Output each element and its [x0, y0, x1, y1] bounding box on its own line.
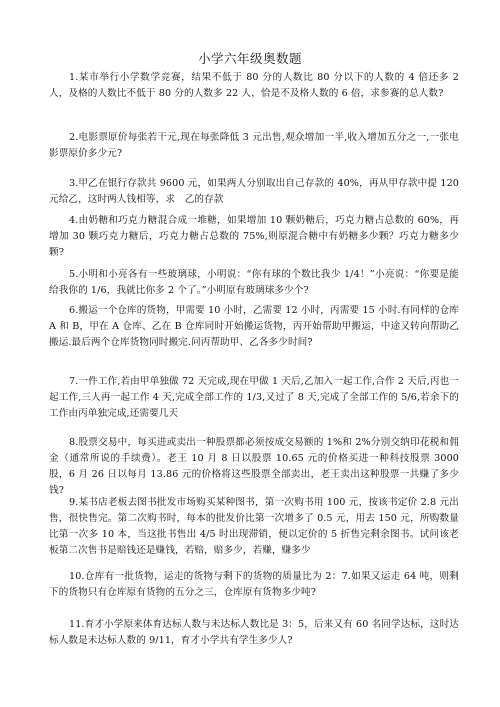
problem-7: 7.一件工作,若由甲单独做 72 天完成,现在甲做 1 天后,乙加入一起工作,合作 2 天后,丙也一起工作,三人再一起工作 4 天,完成全部工作的 1/3,又过了 8 天,完成了全部工作的 5/6,若余下的工作由丙单独完成,还需要几天	[49, 376, 459, 419]
problem-4: 4.由奶糖和巧克力糖混合成一堆糖，如果增加 10 颗奶糖后，巧克力糖占总数的 60%，再增加 30 颗巧克力糖后，巧克力糖占总数的 75%,则原混合糖中有奶糖多少颗？巧克力糖多少颗?	[49, 215, 459, 258]
problem-11: 11.育才小学原来体育达标人数与未达标人数比是 3：5，后来又有 60 名同学达标，这时达标人数是未达标人数的 9/11，育才小学共有学生多少人?	[49, 619, 459, 646]
page-title: 小学六年级奥数题	[197, 51, 302, 66]
problem-1: 1.某市举行小学数学竞赛，结果不低于 80 分的人数比 80 分以下的人数的 4 倍还多 2 人，及格的人数比不低于 80 分的人数多 22 人，恰是不及格人数的 6 倍，求参赛的总人数?	[49, 72, 459, 99]
problem-6: 6.搬运一个仓库的货物，甲需要 10 小时，乙需要 12 小时，丙需要 15 小时.有同样的仓库 A 和 B，甲在 A 仓库、乙在 B 仓库同时开始搬运货物，丙开始帮助甲搬运，中途又转向帮助乙搬运.最后两个仓库货物同时搬完.问丙帮助甲、乙各多少时间?	[49, 305, 459, 348]
problem-9: 9.某书店老板去图书批发市场购买某种图书，第一次购书用 100 元，按该书定价 2.8 元出售，很快售完。第二次购书时，每本的批发价比第一次增多了 0.5 元，用去 150 元，所购数量比第一次多 10 本，当这批书售出 4/5 时出现滞销，便以定价的 5 折售完剩余图书。试问该老板第二次售书是赔钱还是赚钱，若赔，赔多少，若赚，赚多少	[49, 497, 459, 556]
problem-8: 8.股票交易中，每买进或卖出一种股票都必须按成交易额的 1%和 2%分别交纳印花税和佣金（通常所说的手续费）。老王 10 月 8 日以股票 10.65 元的价格买进一种科技股票 3000 股，6 月 26 日以每月 13.86 元的价格将这些股票全部卖出，老王卖出这种股票一共赚了多少钱?	[49, 437, 459, 496]
problem-2: 2.电影票原价每张若干元,现在每张降低 3 元出售,观众增加一半,收入增加五分之一,一张电影票原价多少元?	[49, 132, 459, 159]
problem-5: 5.小明和小亮各有一些玻璃球，小明说：“你有球的个数比我少 1/4！”小亮说：“你要是能给我你的 1/6，我就比你多 2 个了。”小明原有玻璃球多少个?	[49, 269, 459, 296]
problem-10: 10.仓库有一批货物，运走的货物与剩下的货物的质量比为 2：7.如果又运走 64 吨，则剩下的货物只有仓库原有货物的五分之三，仓库原有货物多少吨?	[49, 571, 459, 598]
problem-3: 3.甲乙在银行存款共 9600 元，如果两人分别取出自己存款的 40%，再从甲存款中提 120 元给乙，这时两人钱相等，求 乙的存款	[49, 178, 459, 205]
